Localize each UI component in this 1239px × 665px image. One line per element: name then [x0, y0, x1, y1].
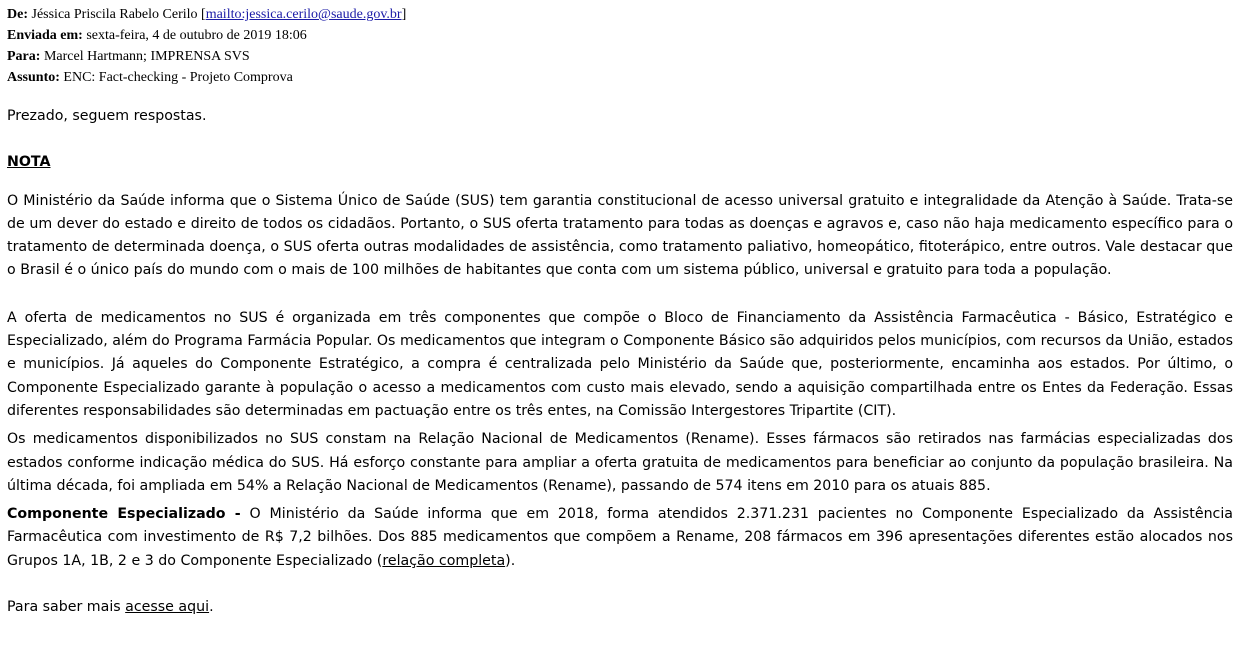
from-label: De:: [7, 7, 28, 22]
subject-value: ENC: Fact-checking - Projeto Comprova: [63, 70, 293, 85]
saiba-mais-text: Para saber mais: [7, 599, 126, 616]
sent-row: [7, 25, 1233, 46]
relacao-completa-link[interactable]: relação completa: [382, 552, 506, 569]
paragraph-rename: Os medicamentos disponibilizados no SUS constam na Relação Nacional de Medicamentos (Rename). Esses fármacos são retirados nas farmácias especializadas dos estados conforme indicação médica do SUS. Há esforço constante para ampliar a oferta gratuita de medicamentos para beneficiar ao conjunto da população brasileira. Na última década, foi ampliada em 54% a Relação Nacional de Medicamentos (Rename), passando de 574 itens em 2010 para os atuais 885.: [7, 431, 1233, 494]
paragraph-componente: [7, 503, 1233, 573]
from-name: Jéssica Priscila Rabelo Cerilo: [31, 7, 198, 22]
componente-label: Componente Especializado -: [7, 506, 241, 523]
componente-text: O Ministério da Saúde informa que em 2018, forma atendidos 2.371.231 pacientes no Componente Especializado da Assistência Farmacêutica com investimento de R$ 7,2 bilhões. Dos 885 medicamentos que compõem a Rename, 208 fármacos em 396 apresentações diferentes estão alocados nos Grupos 1A, 1B, 2 e 3 do Componente Especializado (: [7, 506, 1233, 569]
sent-label: Enviada em:: [7, 28, 83, 43]
to-value: Marcel Hartmann; IMPRENSA SVS: [43, 49, 250, 64]
email-body: [7, 105, 1233, 619]
acesse-aqui-link[interactable]: acesse aqui: [125, 599, 210, 616]
subject-label: Assunto:: [7, 70, 60, 85]
to-label: Para:: [7, 49, 41, 64]
from-row: De: Jéssica Priscila Rabelo Cerilo [mailto:jessica.cerilo@saude.gov.br]: [7, 7, 407, 22]
paragraph-oferta: A oferta de medicamentos no SUS é organizada em três componentes que compõe o Bloco de Financiamento da Assistência Farmacêutica - Básico, Estratégico e Especializado, além do Programa Farmácia Popular. Os medicamentos que integram o Componente Básico são adquiridos pelos municípios, com recursos da União, estados e municípios. Já aqueles do Componente Estratégico, a compra é centralizada pelo Ministério da Saúde que, posteriormente, encaminha aos estados. Por último, o Componente Especializado garante à população o acesso a medicamentos com custo mais elevado, sendo a aquisição compartilhada entre os Entes da Federação. Essas diferentes responsabilidades são determinadas em pactuação entre os três entes, na Comissão Intergestores Tripartite (CIT).: [7, 309, 1233, 419]
subject-row: [7, 67, 1233, 88]
saiba-mais-end: .: [209, 599, 214, 616]
greeting: Prezado, seguem respostas.: [7, 108, 207, 124]
paragraph-sus: O Ministério da Saúde informa que o Sistema Único de Saúde (SUS) tem garantia constitucional de acesso universal gratuito e integralidade da Atenção à Saúde. Trata-se de um dever do estado e direito de todos os cidadãos. Portanto, o SUS oferta tratamento para todas as doenças e agravos e, caso não haja medicamento específico para o tratamento de determinada doença, o SUS oferta outras modalidades de assistência, como tratamento paliativo, homeopático, fitoterápico, entre outros. Vale destacar que o Brasil é o único país do mundo com o mais de 100 milhões de habitantes que conta com um sistema público, universal e gratuito para toda a população.: [7, 192, 1233, 279]
componente-end: ).: [505, 552, 516, 569]
from-email-link[interactable]: mailto:jessica.cerilo@saude.gov.br: [205, 7, 402, 22]
sent-value: sexta-feira, 4 de outubro de 2019 18:06: [86, 28, 307, 43]
paragraph-saiba-mais: [7, 596, 1233, 619]
nota-heading: NOTA: [7, 154, 51, 171]
to-row: [7, 46, 1233, 67]
email-header: [7, 4, 1233, 88]
